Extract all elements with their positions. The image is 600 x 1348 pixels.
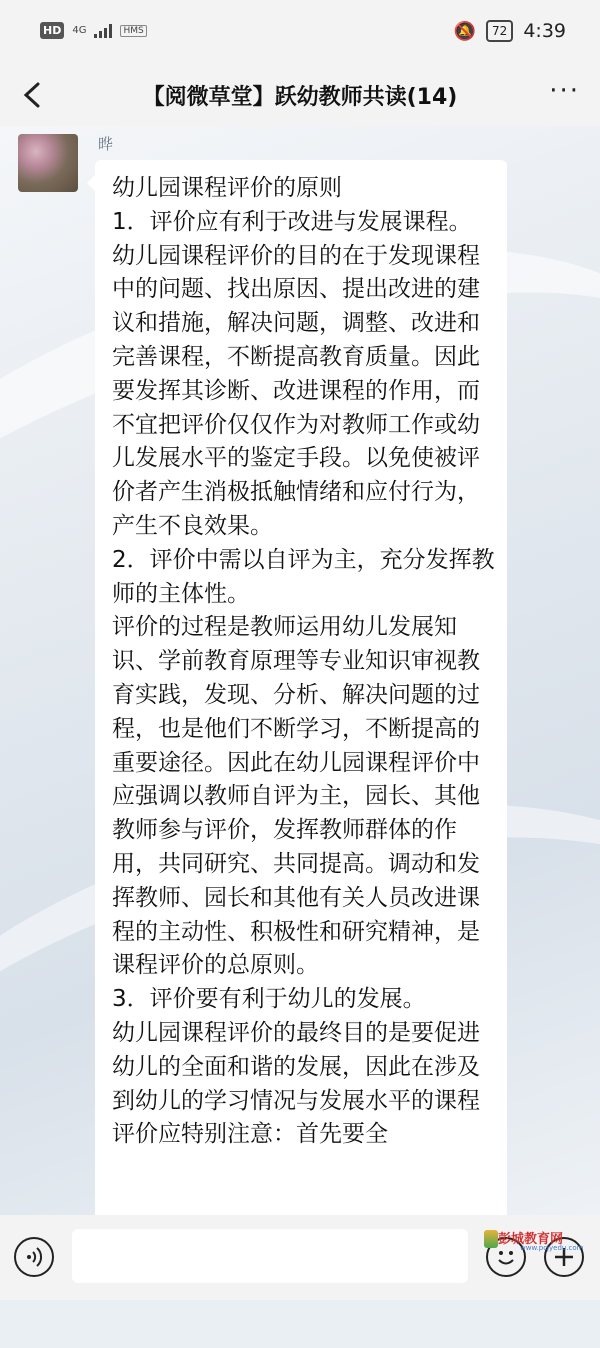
message-paragraph: 2．评价中需以自评为主，充分发挥教师的主体性。 [112, 546, 495, 607]
message-paragraph: 幼儿园课程评价的目的在于发现课程中的问题、找出原因、提出改进的建议和措施，解决问题，调整、改进和完善课程，不断提高教育质量。因此要发挥其诊断、改进课程的作用，而不宜把评价仅仅作为对教师工作或幼儿发展水平的鉴定手段。以免使被评价者产生消极抵触情绪和应付行为，产生不良效果。 [112, 242, 480, 539]
watermark-url: www.pcjyedu.com [520, 1244, 584, 1252]
hd-badge: HD [40, 22, 64, 39]
message-paragraph: 幼儿园课程评价的原则 [112, 175, 342, 201]
message-text [112, 172, 500, 1152]
message-paragraph: 1．评价应有利于改进与发展课程。 [112, 208, 472, 235]
chat-header [0, 66, 600, 126]
network-type: 4G [72, 24, 87, 36]
voice-input-icon[interactable] [14, 1237, 54, 1277]
hms-badge: HMS [120, 25, 146, 37]
watermark-name: 彭城教育网 [498, 1232, 564, 1247]
avatar[interactable] [18, 134, 78, 192]
chat-title: 【阅微草堂】跃幼教师共读(14) [142, 85, 458, 110]
message-paragraph: 幼儿园课程评价的最终目的是要促进幼儿的全面和谐的发展，因此在涉及到幼儿的学习情况与发展水平的课程评价应特别注意：首先要全 [112, 1019, 480, 1148]
clock: 4:39 [523, 20, 566, 42]
status-bar [0, 0, 600, 66]
watermark-logo [484, 1230, 498, 1248]
signal-icon [94, 24, 112, 38]
mute-bell-icon: 🔕 [453, 20, 477, 42]
sender-name: 晔 [98, 135, 114, 153]
message-paragraph: 3．评价要有利于幼儿的发展。 [112, 986, 426, 1013]
message-input[interactable] [72, 1229, 468, 1283]
bubble-tail [87, 175, 95, 191]
battery-icon: 72 [486, 20, 513, 42]
more-menu-icon[interactable]: ··· [549, 76, 580, 106]
message-paragraph: 评价的过程是教师运用幼儿发展知识、学前教育原理等专业知识审视教育实践，发现、分析、解决问题的过程，也是他们不断学习，不断提高的重要途径。因此在幼儿园课程评价中应强调以教师自评为主，园长、其他教师参与评价，发挥教师群体的作用，共同研究、共同提高。调动和发挥教师、园长和其他有关人员改进课程的主动性、积极性和研究精神，是课程评价的总原则。 [112, 614, 480, 979]
